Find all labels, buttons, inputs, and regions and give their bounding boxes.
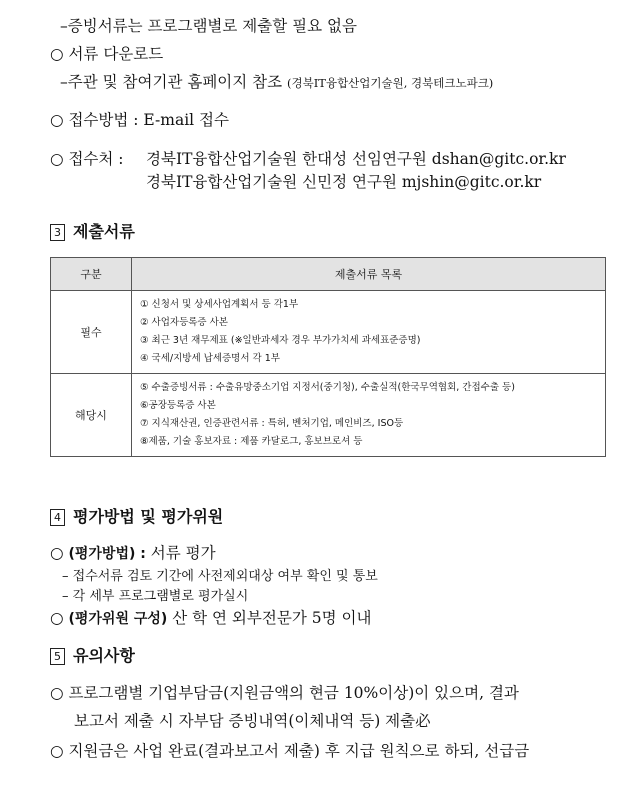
note-1-line-1: ○ 프로그램별 기업부담금(지원금액의 현금 10%이상)이 있으며, 결과 — [50, 684, 519, 702]
row-optional-items — [132, 374, 606, 457]
row-category-required: 필수 — [51, 291, 132, 374]
bullet: ○ — [50, 544, 64, 562]
section-3-title: 제출서류 — [73, 222, 135, 241]
homepage-ref — [60, 70, 493, 92]
contact-label: ○ 접수처 : — [50, 150, 124, 168]
eval-committee-text: 산 학 연 외부전문가 5명 이내 — [172, 609, 372, 627]
section-4-title: 평가방법 및 평가위원 — [73, 507, 224, 526]
section-5-title: 유의사항 — [73, 646, 135, 665]
table-row — [51, 374, 606, 457]
row-required-items — [132, 291, 606, 374]
section-3-heading — [50, 219, 135, 242]
no-submit-note: –증빙서류는 프로그램별로 제출할 필요 없음 — [60, 17, 357, 35]
list-item: ① 신청서 및 상세사업계획서 등 각1부 — [140, 299, 299, 310]
eval-method-text: 서류 평가 — [150, 544, 216, 562]
row-category-if-applicable: 해당시 — [51, 374, 132, 457]
table-header-row — [51, 258, 606, 291]
contact-line-1: 경북IT융합산업기술원 한대성 선임연구원 dshan@gitc.or.kr — [146, 150, 566, 168]
eval-sub-1: – 접수서류 검토 기간에 사전제외대상 여부 확인 및 통보 — [62, 569, 378, 584]
list-item: ⑧제품, 기술 홍보자료 : 제품 카달로그, 홍보브로셔 등 — [140, 436, 363, 447]
eval-committee-line — [50, 606, 371, 628]
list-item: ③ 최근 3년 재무제표 (※일반과세자 경우 부가가치세 과세표준증명) — [140, 335, 421, 346]
eval-sub-2: – 각 세부 프로그램별로 평가실시 — [62, 589, 249, 604]
list-item: ④ 국세/지방세 납세증명서 각 1부 — [140, 353, 280, 364]
eval-committee-label: (평가위원 구성) — [68, 611, 168, 627]
list-item: ② 사업자등록증 사본 — [140, 317, 228, 328]
section-4-number: 4 — [50, 509, 65, 526]
list-item: ⑤ 수출증빙서류 : 수출유망중소기업 지정서(중기청), 수출실적(한국무역협회, 간접수출 등) — [140, 382, 515, 393]
homepage-ref-orgs: (경북IT융합산업기술원, 경북테크노파크) — [287, 76, 494, 90]
table-header-list: 제출서류 목록 — [132, 258, 606, 291]
submission-documents-table — [50, 257, 606, 457]
section-5-number: 5 — [50, 648, 65, 665]
list-item: ⑥공장등록증 사본 — [140, 400, 216, 411]
list-item: ⑦ 지식재산권, 인증관련서류 : 특허, 벤처기업, 메인비즈, ISO등 — [140, 418, 404, 429]
bullet: ○ — [50, 609, 64, 627]
section-5-heading — [50, 643, 135, 666]
download-bullet: ○ 서류 다운로드 — [50, 45, 164, 63]
section-4-heading — [50, 504, 223, 527]
contact-line-2: 경북IT융합산업기술원 신민정 연구원 mjshin@gitc.or.kr — [146, 173, 542, 191]
note-1-line-2: 보고서 제출 시 자부담 증빙내역(이체내역 등) 제출必 — [74, 712, 431, 730]
eval-method-label: (평가방법) : — [68, 546, 146, 562]
note-2-line-1: ○ 지원금은 사업 완료(결과보고서 제출) 후 지급 원칙으로 하되, 선급금 — [50, 742, 530, 760]
table-header-category: 구분 — [51, 258, 132, 291]
eval-method-line — [50, 541, 216, 563]
section-3-number: 3 — [50, 224, 65, 241]
table-row — [51, 291, 606, 374]
homepage-ref-text: –주관 및 참여기관 홈페이지 참조 — [60, 73, 283, 91]
submission-method: ○ 접수방법 : E-mail 접수 — [50, 111, 229, 129]
